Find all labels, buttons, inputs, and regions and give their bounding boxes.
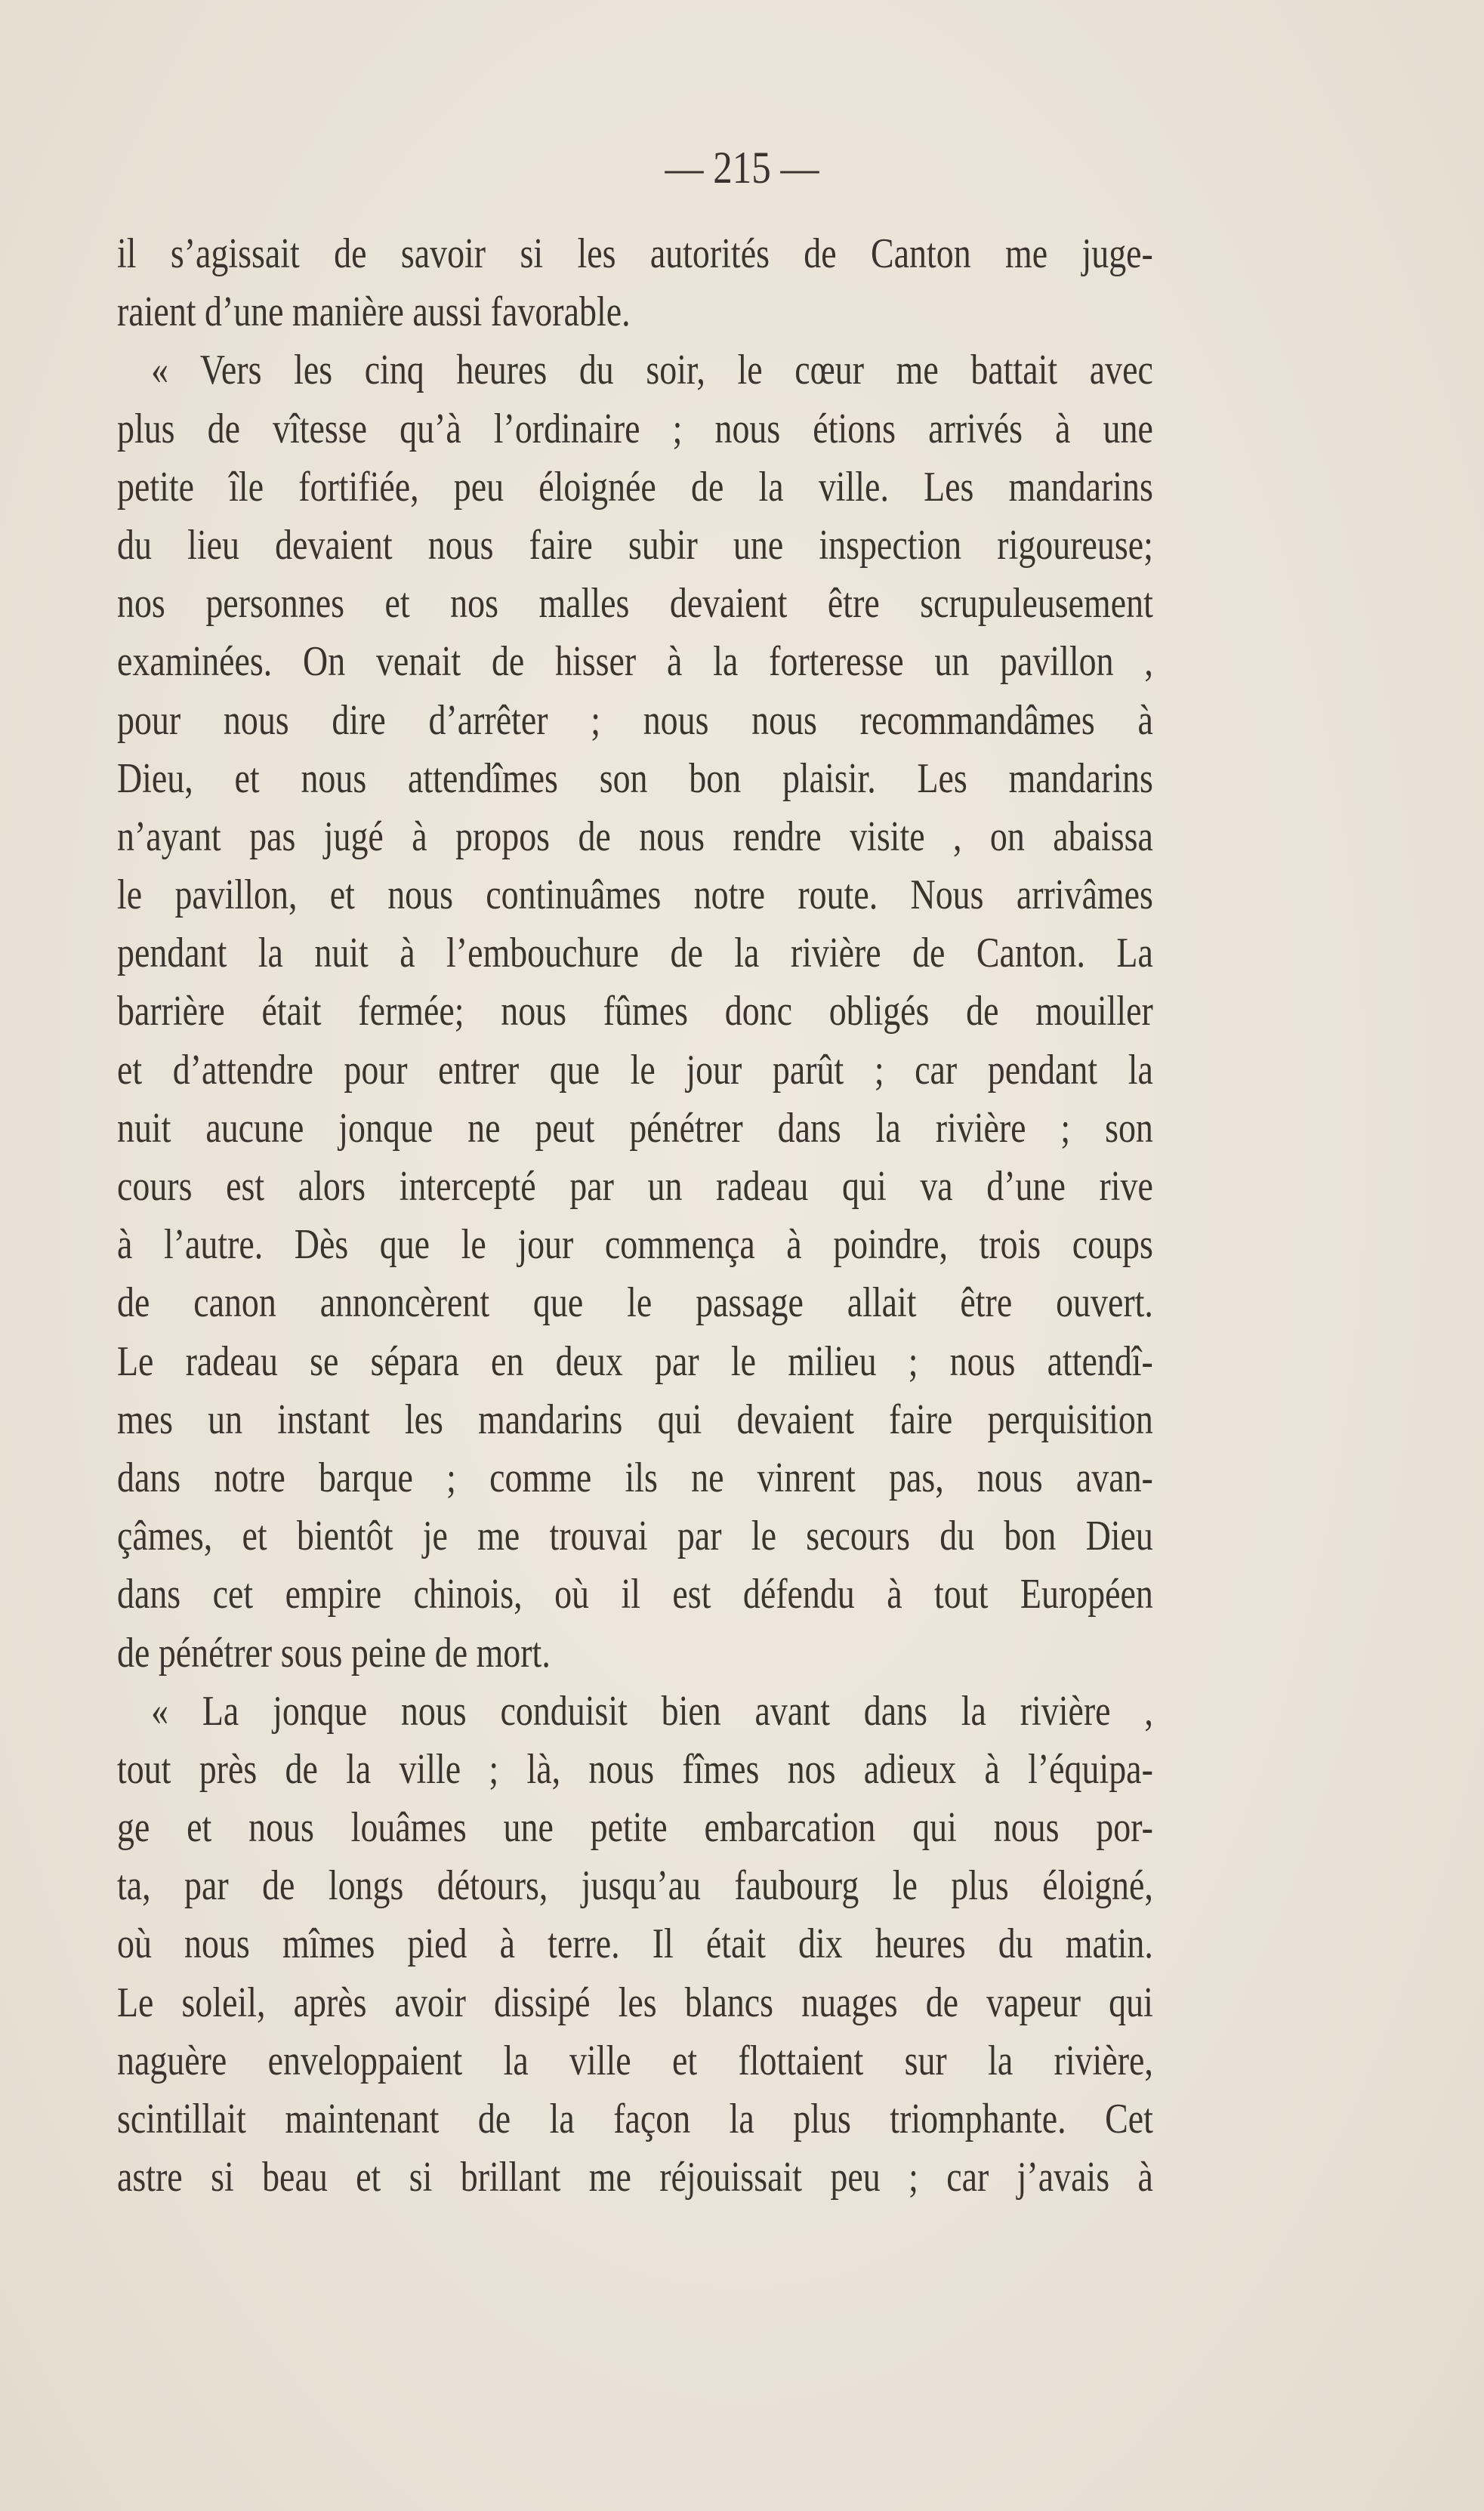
text-line: astre si beau et si brillant me réjouissait peu ; car j’avais à <box>117 2154 1153 2201</box>
text-line: « Vers les cinq heures du soir, le cœur me battait avec <box>151 347 1153 394</box>
text-line: de pénétrer sous peine de mort. <box>117 1629 551 1677</box>
text-line: le pavillon, et nous continuâmes notre route. Nous arrivâmes <box>117 871 1153 919</box>
text-line: et d’attendre pour entrer que le jour parût ; car pendant la <box>117 1046 1153 1094</box>
text-line: raient d’une manière aussi favorable. <box>117 288 631 336</box>
text-line: du lieu devaient nous faire subir une inspection rigoureuse; <box>117 521 1153 569</box>
text-line: barrière était fermée; nous fûmes donc obligés de mouiller <box>117 988 1153 1035</box>
text-line: mes un instant les mandarins qui devaient faire perquisition <box>117 1396 1153 1443</box>
text-line: ta, par de longs détours, jusqu’au faubourg le plus éloigné, <box>117 1862 1153 1910</box>
text-line: scintillait maintenant de la façon la plus triomphante. Cet <box>117 2096 1153 2142</box>
text-line: de canon annoncèrent que le passage allait être ouvert. <box>117 1279 1153 1327</box>
text-line: où nous mîmes pied à terre. Il était dix heures du matin. <box>117 1920 1153 1968</box>
text-line: « La jonque nous conduisit bien avant dans la rivière , <box>151 1687 1153 1735</box>
page-body-text <box>117 225 1153 2207</box>
text-line: Le soleil, après avoir dissipé les blancs nuages de vapeur qui <box>117 1979 1153 2026</box>
text-line: dans notre barque ; comme ils ne vinrent pas, nous avan- <box>117 1454 1153 1501</box>
text-line: Le radeau se sépara en deux par le milieu ; nous attendî- <box>117 1337 1153 1385</box>
text-line: naguère enveloppaient la ville et flottaient sur la rivière, <box>117 2037 1153 2084</box>
text-line: n’ayant pas jugé à propos de nous rendre visite , on abaissa <box>117 813 1153 860</box>
text-line: nuit aucune jonque ne peut pénétrer dans la rivière ; son <box>117 1104 1153 1152</box>
text-line: ge et nous louâmes une petite embarcation qui nous por- <box>117 1804 1153 1852</box>
page-number: — 215 — <box>665 143 819 193</box>
text-line: plus de vîtesse qu’à l’ordinaire ; nous étions arrivés à une <box>117 405 1153 452</box>
text-line: cours est alors intercepté par un radeau qui va d’une rive <box>117 1163 1153 1210</box>
text-line: il s’agissait de savoir si les autorités de Canton me juge- <box>117 230 1153 277</box>
text-line: pour nous dire d’arrêter ; nous nous recommandâmes à <box>117 696 1153 744</box>
text-line: examinées. On venait de hisser à la forteresse un pavillon , <box>117 638 1153 686</box>
text-line: pendant la nuit à l’embouchure de la rivière de Canton. La <box>117 930 1153 977</box>
text-line: à l’autre. Dès que le jour commença à poindre, trois coups <box>117 1221 1153 1269</box>
text-line: dans cet empire chinois, où il est défendu à tout Européen <box>117 1571 1153 1618</box>
text-line: nos personnes et nos malles devaient être scrupuleusement <box>117 580 1153 628</box>
text-line: petite île fortifiée, peu éloignée de la ville. Les mandarins <box>117 463 1153 511</box>
text-line: Dieu, et nous attendîmes son bon plaisir. Les mandarins <box>117 754 1153 802</box>
text-line: tout près de la ville ; là, nous fîmes nos adieux à l’équipa- <box>117 1745 1153 1793</box>
text-line: çâmes, et bientôt je me trouvai par le secours du bon Dieu <box>117 1513 1153 1560</box>
